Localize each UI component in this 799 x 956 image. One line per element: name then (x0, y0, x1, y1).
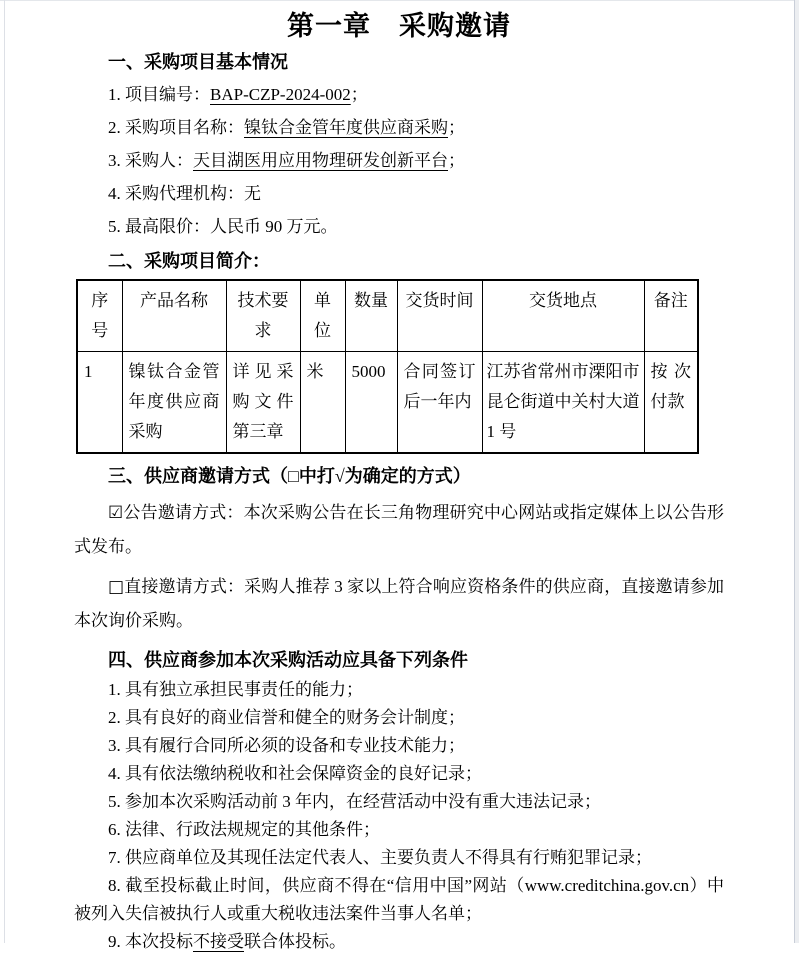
condition9-suffix: 联合体投标。 (244, 932, 346, 951)
condition-item-7: 7. 供应商单位及其现任法定代表人、主要负责人不得具有行贿犯罪记录； (108, 848, 652, 867)
field-label: 3. 采购人： (108, 151, 193, 170)
direct-invitation-option (74, 570, 724, 638)
condition-item-9 (74, 928, 724, 956)
col-header-delivery-time: 交货时间 (397, 280, 482, 352)
section2-heading: 二、采购项目简介： (108, 251, 270, 271)
condition-item-2: 2. 具有良好的商业信誉和健全的财务会计制度； (108, 708, 465, 727)
condition-item-5: 5. 参加本次采购活动前 3 年内，在经营活动中没有重大违法记录； (108, 792, 601, 811)
cell-unit: 米 (300, 352, 345, 454)
condition-item-1: 1. 具有独立承担民事责任的能力； (108, 680, 363, 699)
option-text: 采购人推荐 3 家以上符合响应资格条件的供应商，直接邀请参加本次询价采购。 (74, 577, 725, 630)
condition-item-8: 8. 截至投标截止时间，供应商不得在“信用中国”网站（www.creditchina.gov.cn）中被列入失信被执行人或重大税收违法案件当事人名单； (74, 876, 724, 923)
project-number-line (74, 78, 724, 111)
announcement-invitation-option (74, 496, 724, 564)
page-edge-left (4, 0, 5, 943)
option-label: 直接邀请方式： (124, 577, 245, 596)
section3-heading: 三、供应商邀请方式（□中打√为确定的方式） (108, 466, 471, 486)
cell-remarks: 按次付款 (644, 352, 698, 454)
col-header-remarks: 备注 (644, 280, 698, 352)
col-header-tech-requirements: 技术要求 (226, 280, 300, 352)
condition-item-3: 3. 具有履行合同所必须的设备和专业技术能力； (108, 736, 465, 755)
option-text: 本次采购公告在长三角物理研究中心网站或指定媒体上以公告形式发布。 (74, 503, 725, 556)
field-label: 5. 最高限价： (108, 217, 210, 236)
table-row (77, 352, 698, 454)
field-label: 2. 采购项目名称： (108, 118, 244, 137)
field-suffix: ； (448, 151, 465, 170)
document-page (74, 0, 724, 956)
purchaser-value: 天目湖医用应用物理研发创新平台 (193, 151, 448, 170)
condition9-prefix: 9. 本次投标 (108, 932, 193, 951)
agency-line (74, 177, 724, 210)
checked-checkbox-icon: ☑ (108, 503, 124, 523)
section1-heading: 一、采购项目基本情况 (108, 52, 288, 72)
col-header-product-name: 产品名称 (122, 280, 226, 352)
cell-delivery-place: 江苏省常州市溧阳市昆仑街道中关村大道 1 号 (482, 352, 644, 454)
project-name-line (74, 111, 724, 144)
price-cap-line (74, 210, 724, 243)
condition9-underlined: 不接受 (193, 932, 244, 951)
cell-delivery-time: 合同签订后一年内 (397, 352, 482, 454)
page-edge-right (794, 0, 795, 943)
cell-tech-requirements: 详见采购文件第三章 (226, 352, 300, 454)
field-suffix: ； (448, 118, 465, 137)
purchaser-line (74, 144, 724, 177)
page-margin-right (795, 0, 799, 943)
procurement-items-table (76, 279, 699, 454)
field-label: 4. 采购代理机构： (108, 184, 244, 203)
table-header-row (77, 280, 698, 352)
option-label: 公告邀请方式： (123, 503, 244, 522)
col-header-delivery-place: 交货地点 (482, 280, 644, 352)
condition-item-6: 6. 法律、行政法规规定的其他条件； (108, 820, 380, 839)
section4-heading: 四、供应商参加本次采购活动应具备下列条件 (108, 650, 468, 670)
agency-value: 无 (244, 184, 261, 203)
price-cap-value: 人民币 90 万元。 (210, 217, 338, 236)
condition-item-4: 4. 具有依法缴纳税收和社会保障资金的良好记录； (108, 764, 482, 783)
field-suffix: ； (350, 85, 368, 104)
chapter-title: 第一章 采购邀请 (287, 11, 511, 41)
cell-index: 1 (77, 352, 122, 454)
project-name-value: 镍钛合金管年度供应商采购 (244, 118, 448, 137)
col-header-quantity: 数量 (345, 280, 397, 352)
col-header-index: 序号 (77, 280, 122, 352)
field-label: 1. 项目编号： (108, 85, 210, 104)
project-number-value: BAP-CZP-2024-002 (210, 85, 351, 104)
unchecked-checkbox-icon: □ (108, 577, 125, 597)
cell-quantity: 5000 (345, 352, 397, 454)
col-header-unit: 单位 (300, 280, 345, 352)
cell-product-name: 镍钛合金管年度供应商采购 (122, 352, 226, 454)
